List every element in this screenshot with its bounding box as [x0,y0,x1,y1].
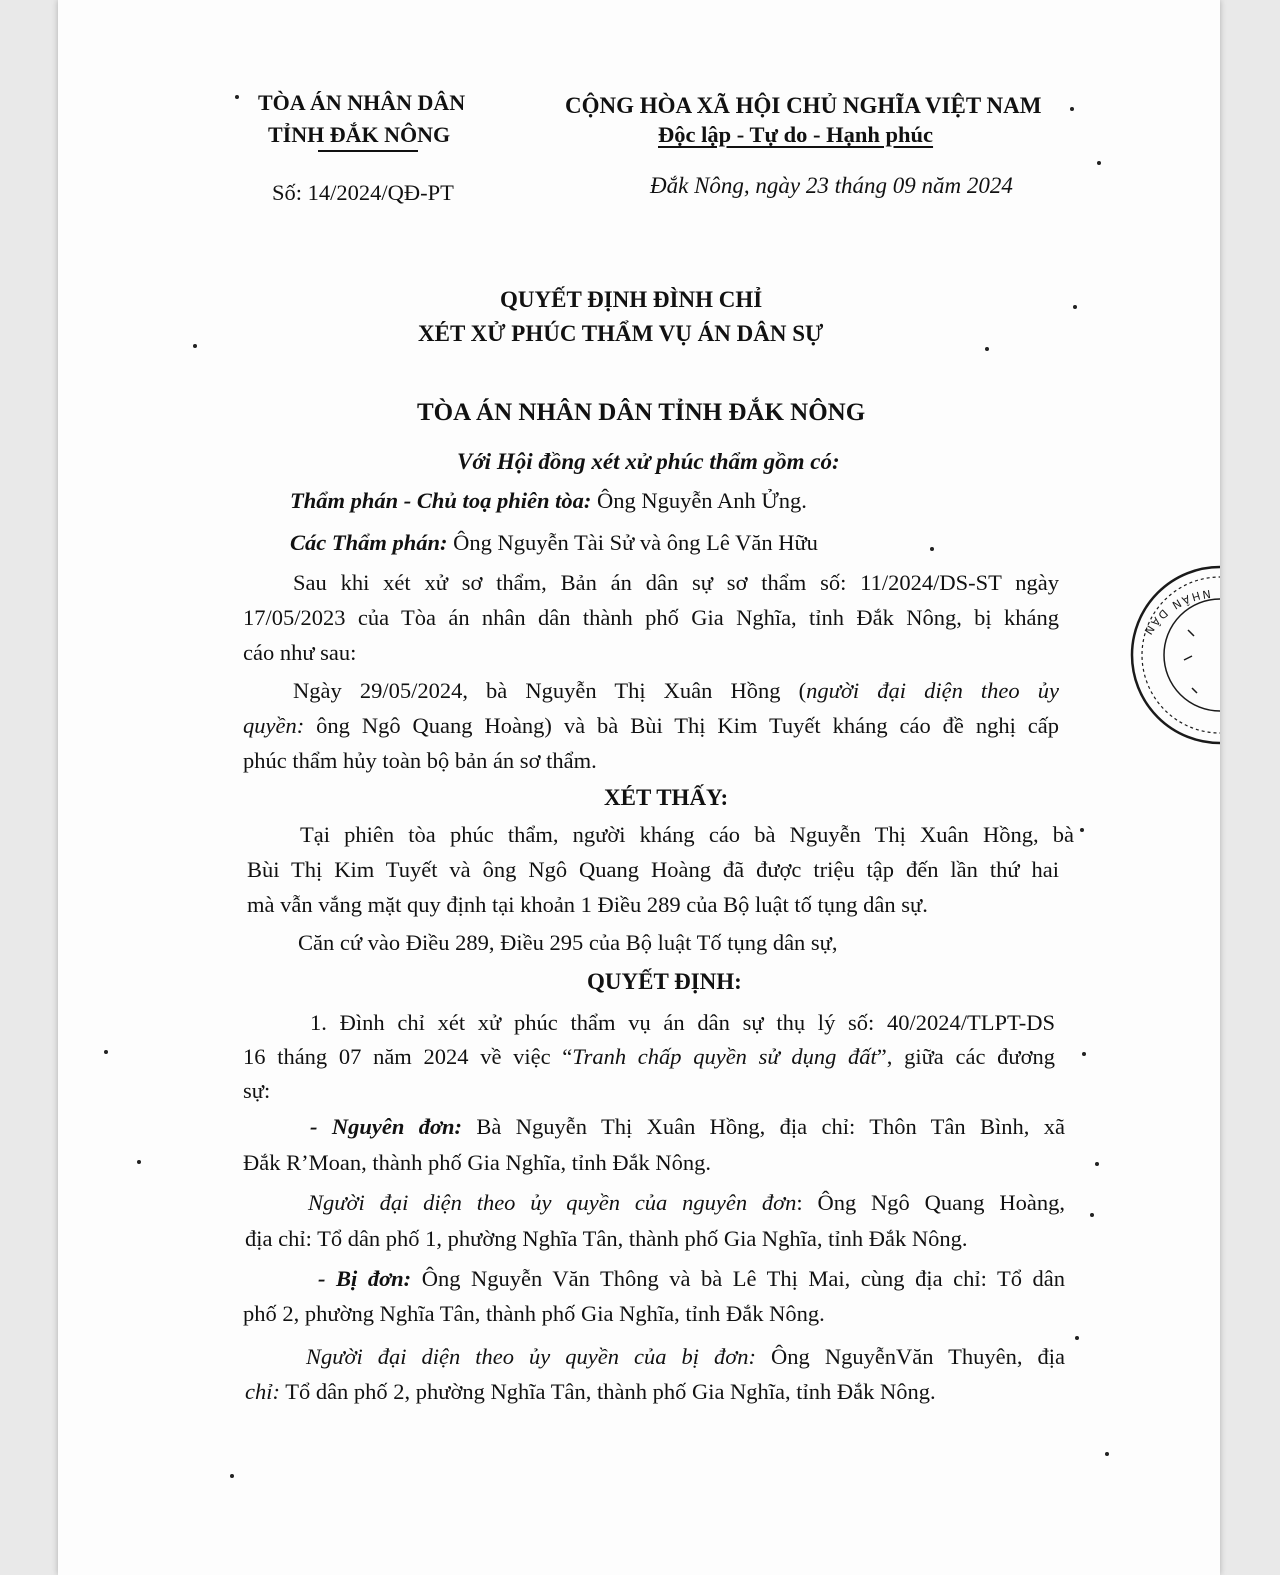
appeal-text-a: Ngày 29/05/2024, bà Nguyễn Thị Xuân Hồng ( [293,678,807,703]
defendant-rep-label: Người đại diện theo ủy quyền của bị đơn: [306,1344,757,1369]
scan-speck [985,347,989,351]
scan-speck [193,344,197,348]
considering-line3: mà vẫn vắng mặt quy định tại khoản 1 Điều 289 của Bộ luật tố tụng dân sự. [247,892,928,917]
court-province: TỈNH ĐẮK NÔNG [268,122,451,147]
intro-line2: 17/05/2023 của Tòa án nhân dân thành phố Gia Nghĩa, tỉnh Đắk Nông, bị kháng [243,605,1059,630]
appeal-text-b: ông Ngô Quang Hoàng) và bà Bùi Thị Kim Tuyết kháng cáo đề nghị cấp [304,713,1059,738]
country-motto: Độc lập - Tự do - Hạnh phúc [658,122,934,147]
decision-p1-line1: 1. Đình chỉ xét xử phúc thẩm vụ án dân sự thụ lý số: 40/2024/TLPT-DS [310,1010,1055,1035]
court-full-name: TÒA ÁN NHÂN DÂN TỈNH ĐẮK NÔNG [417,399,866,426]
panel-intro: Với Hội đồng xét xử phúc thẩm gồm có: [457,449,840,474]
scan-speck [1080,828,1084,832]
scan-speck [1070,107,1074,111]
scan-speck [1090,1213,1094,1217]
scan-speck [137,1160,141,1164]
scan-speck [1082,1052,1086,1056]
decision-heading: QUYẾT ĐỊNH: [587,969,742,994]
appeal-rep-italic: người đại diện theo ủy [806,678,1060,703]
defendant-rep-line1 [306,1346,1065,1369]
court-name-line1: TÒA ÁN NHÂN DÂN [258,90,466,115]
defendant-rep-text: Ông NguyễnVăn Thuyên, địa [756,1344,1065,1369]
presiding-value: Ông Nguyễn Anh Ửng. [591,488,807,513]
defendant-text: Ông Nguyễn Văn Thông và bà Lê Thị Mai, cùng địa chỉ: Tổ dân [411,1266,1065,1291]
defendant-line1 [318,1268,1065,1291]
plaintiff-rep-line2: địa chỉ: Tổ dân phố 1, phường Nghĩa Tân, thành phố Gia Nghĩa, tỉnh Đắk Nông. [245,1226,968,1251]
presiding-judge [290,490,807,513]
scan-speck [104,1050,108,1054]
decision-p1-text-c: ”, giữa các đương [876,1044,1055,1069]
scan-speck [1073,305,1077,309]
scan-speck [1075,1336,1079,1340]
dispute-type: Tranh chấp quyền sử dụng đất [572,1044,877,1069]
document-date: Đắk Nông, ngày 23 tháng 09 năm 2024 [650,173,1013,198]
appeal-line2 [243,715,1059,738]
decision-p1-line3: sự: [243,1078,271,1103]
defendant-rep-chi-italic: chỉ: [245,1379,280,1404]
plaintiff-rep-text: : Ông Ngô Quang Hoàng, [796,1190,1065,1215]
court-name-line2 [268,124,450,146]
plaintiff-text: Bà Nguyễn Thị Xuân Hồng, địa chỉ: Thôn Tân Bình, xã [462,1114,1066,1139]
judges-label: Các Thẩm phán: [290,530,448,555]
seal-text: NHÂN DÂN [1139,586,1212,640]
court-seal-partial [1100,560,1220,750]
defendant-rep-line2 [245,1381,936,1404]
scan-speck [1095,1162,1099,1166]
decision-number: Số: 14/2024/QĐ-PT [272,180,454,205]
scan-speck [1105,1452,1109,1456]
scan-speck [930,547,934,551]
scan-speck [1097,161,1101,165]
considering-heading: XÉT THẤY: [604,785,729,810]
title-line2: XÉT XỬ PHÚC THẨM VỤ ÁN DÂN SỰ [418,321,824,346]
decision-p1-line2 [243,1046,1055,1069]
judges-value: Ông Nguyễn Tài Sử và ông Lê Văn Hữu [447,530,818,555]
panel-judges [290,532,818,555]
defendant-rep-address: Tổ dân phố 2, phường Nghĩa Tân, thành phố Gia Nghĩa, tỉnh Đắk Nông. [279,1379,936,1404]
appeal-line1 [293,680,1059,703]
scan-speck [235,95,239,99]
decision-p1-text-a: 16 tháng 07 năm 2024 về việc “ [243,1044,573,1069]
scan-speck [230,1474,234,1478]
plaintiff-rep-line1 [308,1192,1065,1215]
intro-line1: Sau khi xét xử sơ thẩm, Bản án dân sự sơ thẩm số: 11/2024/DS-ST ngày [293,570,1059,595]
plaintiff-label: - Nguyên đơn: [310,1114,463,1139]
considering-line1: Tại phiên tòa phúc thẩm, người kháng cáo bà Nguyễn Thị Xuân Hồng, bà [300,822,1074,847]
defendant-label: - Bị đơn: [318,1266,412,1291]
defendant-line2: phố 2, phường Nghĩa Tân, thành phố Gia Nghĩa, tỉnh Đắk Nông. [243,1301,825,1326]
presiding-label: Thẩm phán - Chủ toạ phiên tòa: [290,488,592,513]
intro-line3: cáo như sau: [243,640,357,665]
appeal-quyen-italic: quyền: [243,713,305,738]
legal-basis: Căn cứ vào Điều 289, Điều 295 của Bộ luật Tố tụng dân sự, [298,930,838,955]
country-name: CỘNG HÒA XÃ HỘI CHỦ NGHĨA VIỆT NAM [565,93,1042,118]
considering-line2: Bùi Thị Kim Tuyết và ông Ngô Quang Hoàng đã được triệu tập đến lần thứ hai [247,857,1059,882]
plaintiff-line1 [310,1116,1065,1139]
title-line1: QUYẾT ĐỊNH ĐÌNH CHỈ [500,287,763,312]
appeal-line3: phúc thẩm hủy toàn bộ bản án sơ thẩm. [243,748,597,773]
plaintiff-rep-label: Người đại diện theo ủy quyền của nguyên đơn [308,1190,797,1215]
svg-text:NHÂN DÂN [1140,587,1212,639]
header-left-rule [318,150,418,152]
plaintiff-line2: Đắk R’Moan, thành phố Gia Nghĩa, tỉnh Đắk Nông. [243,1150,712,1175]
